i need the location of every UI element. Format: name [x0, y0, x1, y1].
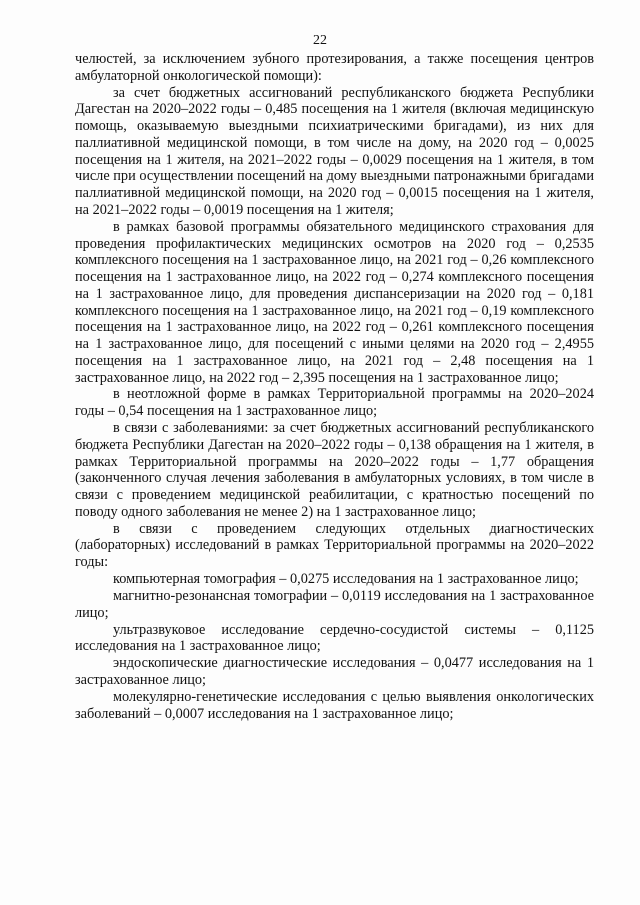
- list-item-molecular-genetic: молекулярно-генетические исследования с целью выявления онкологических заболеваний – 0,0007 исследования на 1 застрахованное лицо;: [75, 688, 594, 722]
- paragraph-republican-budget: за счет бюджетных ассигнований республиканского бюджета Республики Дагестан на 2020–2022 годы – 0,485 посещения на 1 жителя (включая медицинскую помощь, оказываемую выездными психиатрическими бригадами), из них для паллиативной медицинской помощи, в том числе на дому, на 2020 год – 0,0025 посещения на 1 жителя, на 2021–2022 годы – 0,0029 посещения на 1 жителя, в том числе при осуществлении посещений на дому выездными патронажными бригадами паллиативной медицинской помощи, на 2020 год – 0,0015 посещения на 1 жителя, на 2021–2022 годы – 0,0019 посещения на 1 жителя;: [75, 84, 594, 218]
- list-item-mri: магнитно-резонансная томографии – 0,0119 исследования на 1 застрахованное лицо;: [75, 587, 594, 621]
- paragraph-urgent-care: в неотложной форме в рамках Территориальной программы на 2020–2024 годы – 0,54 посещения на 1 застрахованное лицо;: [75, 386, 594, 420]
- paragraph-basic-oms-program: в рамках базовой программы обязательного медицинского страхования для проведения профилактических медицинских осмотров на 2020 год – 0,2535 комплексного посещения на 1 застрахованное лицо, на 2021 год – 0,26 комплексного посещения на 1 застрахованное лицо, на 2022 год – 0,274 комплексного посещения на 1 застрахованное лицо, для проведения диспансеризации на 2020 год – 0,181 комплексного посещения на 1 застрахованное лицо, на 2021 год – 0,19 комплексного посещения на 1 застрахованное лицо, на 2022 год – 0,261 комплексного посещения на 1 застрахованное лицо, для посещений с иными целями на 2020 год – 2,4955 посещения на 1 застрахованное лицо, на 2021 год – 2,48 посещения на 1 застрахованное лицо, на 2022 год – 2,395 посещения на 1 застрахованное лицо;: [75, 218, 594, 386]
- list-item-ultrasound: ультразвуковое исследование сердечно-сосудистой системы – 0,1125 исследования на 1 застрахованное лицо;: [75, 621, 594, 655]
- list-item-endoscopy: эндоскопические диагностические исследования – 0,0477 исследования на 1 застрахованное лицо;: [75, 655, 594, 689]
- document-body: [75, 51, 594, 723]
- paragraph-diseases: в связи с заболеваниями: за счет бюджетных ассигнований республиканского бюджета Республики Дагестан на 2020–2022 годы – 0,138 обращения на 1 жителя, в рамках Территориальной программы на 2020–2022 годы – 1,77 обращения (законченного случая лечения заболевания в амбулаторных условиях, в том числе в связи с проведением медицинской реабилитации, с кратностью посещений по поводу одного заболевания не менее 2) на 1 застрахованное лицо;: [75, 420, 594, 520]
- paragraph-diagnostic-studies: в связи с проведением следующих отдельных диагностических (лабораторных) исследований в рамках Территориальной программы на 2020–2022 годы:: [75, 520, 594, 571]
- list-item-ct: компьютерная томография – 0,0275 исследования на 1 застрахованное лицо;: [113, 571, 579, 588]
- page-number: 22: [313, 33, 327, 48]
- paragraph-continuation: челюстей, за исключением зубного протезирования, а также посещения центров амбулаторной онкологической помощи):: [75, 51, 594, 84]
